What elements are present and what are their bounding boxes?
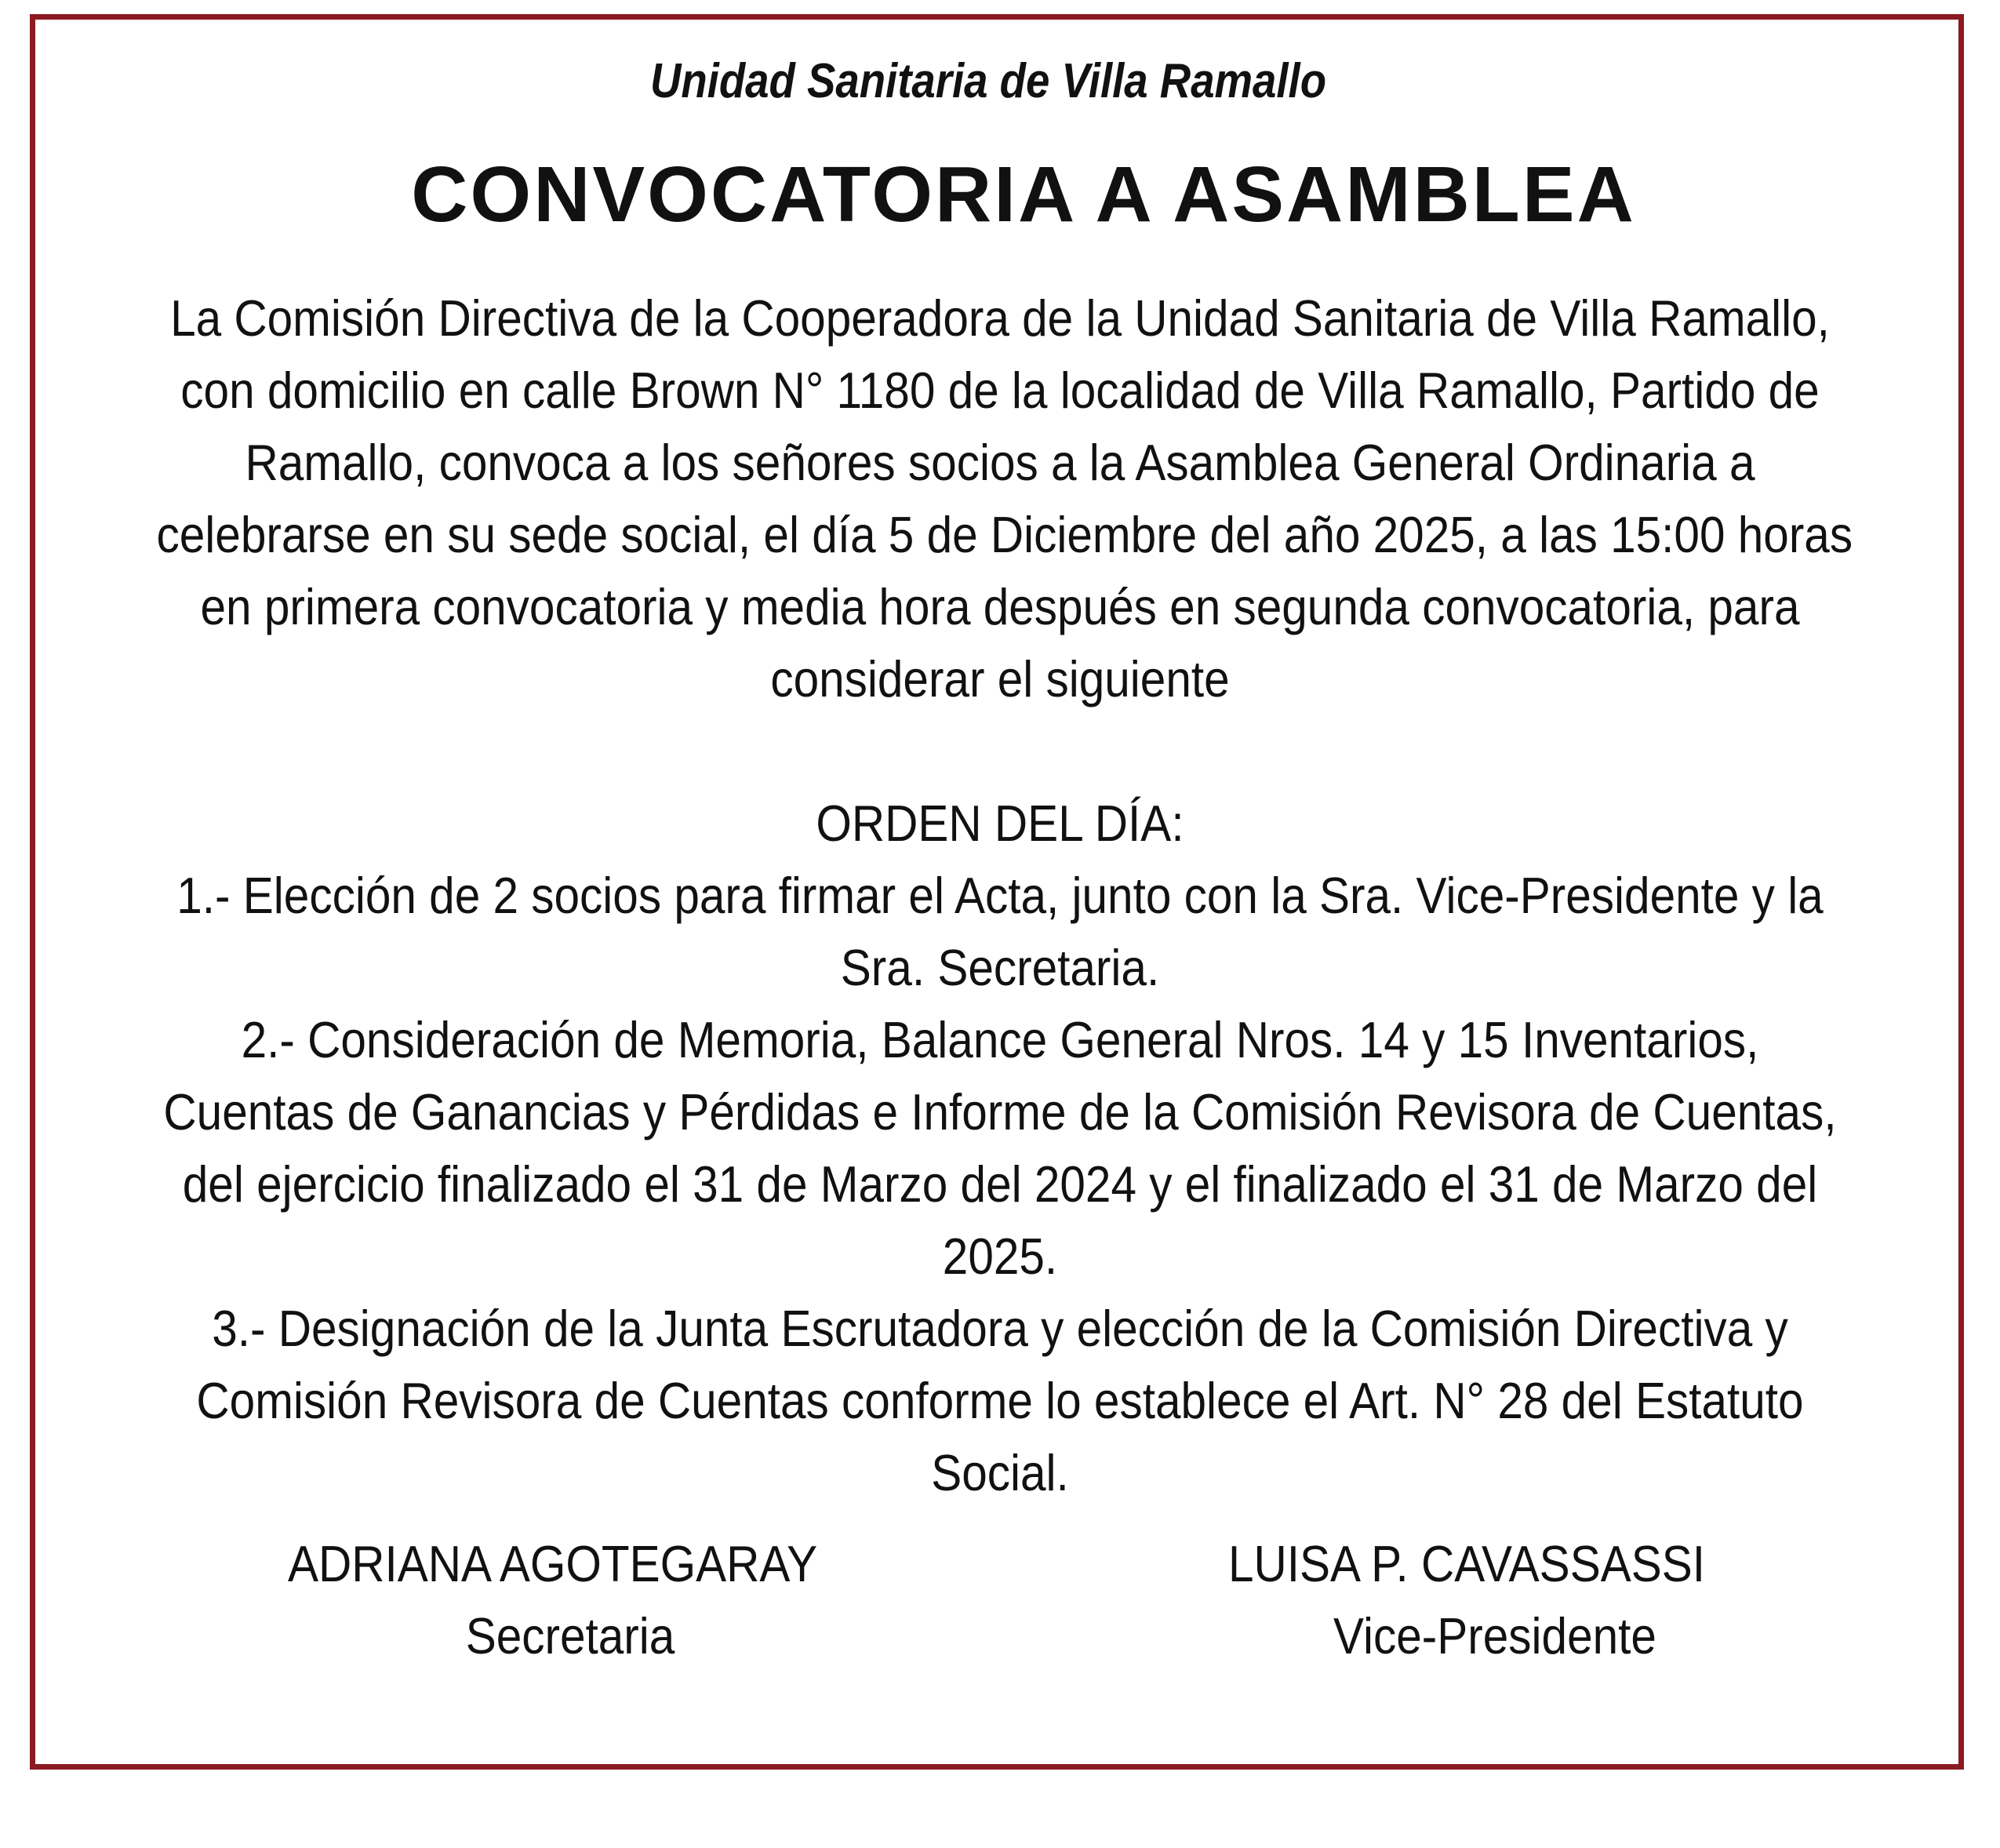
signature-secretary — [288, 1528, 818, 1672]
intro-line: La Comisión Directiva de la Cooperadora de la Unidad Sanitaria de Villa Ramallo, — [170, 289, 1830, 347]
signatory-role: Secretaria — [465, 1607, 675, 1664]
intro-line: celebrarse en su sede social, el día 5 de Diciembre del año 2025, a las 15:00 horas — [156, 506, 1853, 563]
intro-line: Ramallo, convoca a los señores socios a la Asamblea General Ordinaria a — [245, 434, 1755, 491]
intro-line: en primera convocatoria y media hora después en segunda convocatoria, para — [200, 578, 1800, 635]
signatory-name: ADRIANA AGOTEGARAY — [288, 1535, 818, 1592]
intro-line: con domicilio en calle Brown N° 1180 de la localidad de Villa Ramallo, Partido de — [180, 362, 1820, 419]
notice-title: CONVOCATORIA A ASAMBLEA — [411, 151, 1636, 238]
signature-vice-president — [1191, 1528, 1742, 1672]
agenda-item-3-line: 3.- Designación de la Junta Escrutadora y elección de la Comisión Directiva y — [212, 1300, 1788, 1357]
paragraph-gap — [63, 715, 1937, 788]
agenda-heading: ORDEN DEL DÍA: — [816, 795, 1184, 852]
signatory-role: Vice-Presidente — [1333, 1607, 1656, 1664]
agenda-item-1-line: 1.- Elección de 2 socios para firmar el Acta, junto con la Sra. Vice-Presidente y la — [176, 867, 1824, 924]
agenda-item-2-line: 2025. — [942, 1228, 1058, 1285]
agenda-item-2-line: 2.- Consideración de Memoria, Balance General Nros. 14 y 15 Inventarios, — [241, 1011, 1759, 1068]
signatory-name: LUISA P. CAVASSASSI — [1227, 1535, 1706, 1592]
agenda-item-2-line: del ejercicio finalizado el 31 de Marzo del 2024 y el finalizado el 31 de Marzo del — [182, 1155, 1818, 1213]
agenda-item-1-line: Sra. Secretaria. — [840, 939, 1160, 996]
organization-name: Unidad Sanitaria de Villa Ramallo — [649, 54, 1327, 108]
agenda-item-2-line: Cuentas de Ganancias y Pérdidas e Informe de la Comisión Revisora de Cuentas, — [163, 1083, 1837, 1140]
agenda-item-3-line: Social. — [931, 1444, 1069, 1501]
intro-line: considerar el siguiente — [770, 650, 1230, 708]
notice-body — [63, 282, 1937, 1509]
intro-paragraph — [156, 282, 1853, 715]
agenda-item-3-line: Comisión Revisora de Cuentas conforme lo establece el Art. N° 28 del Estatuto — [196, 1372, 1804, 1429]
agenda-section — [157, 788, 1844, 1509]
